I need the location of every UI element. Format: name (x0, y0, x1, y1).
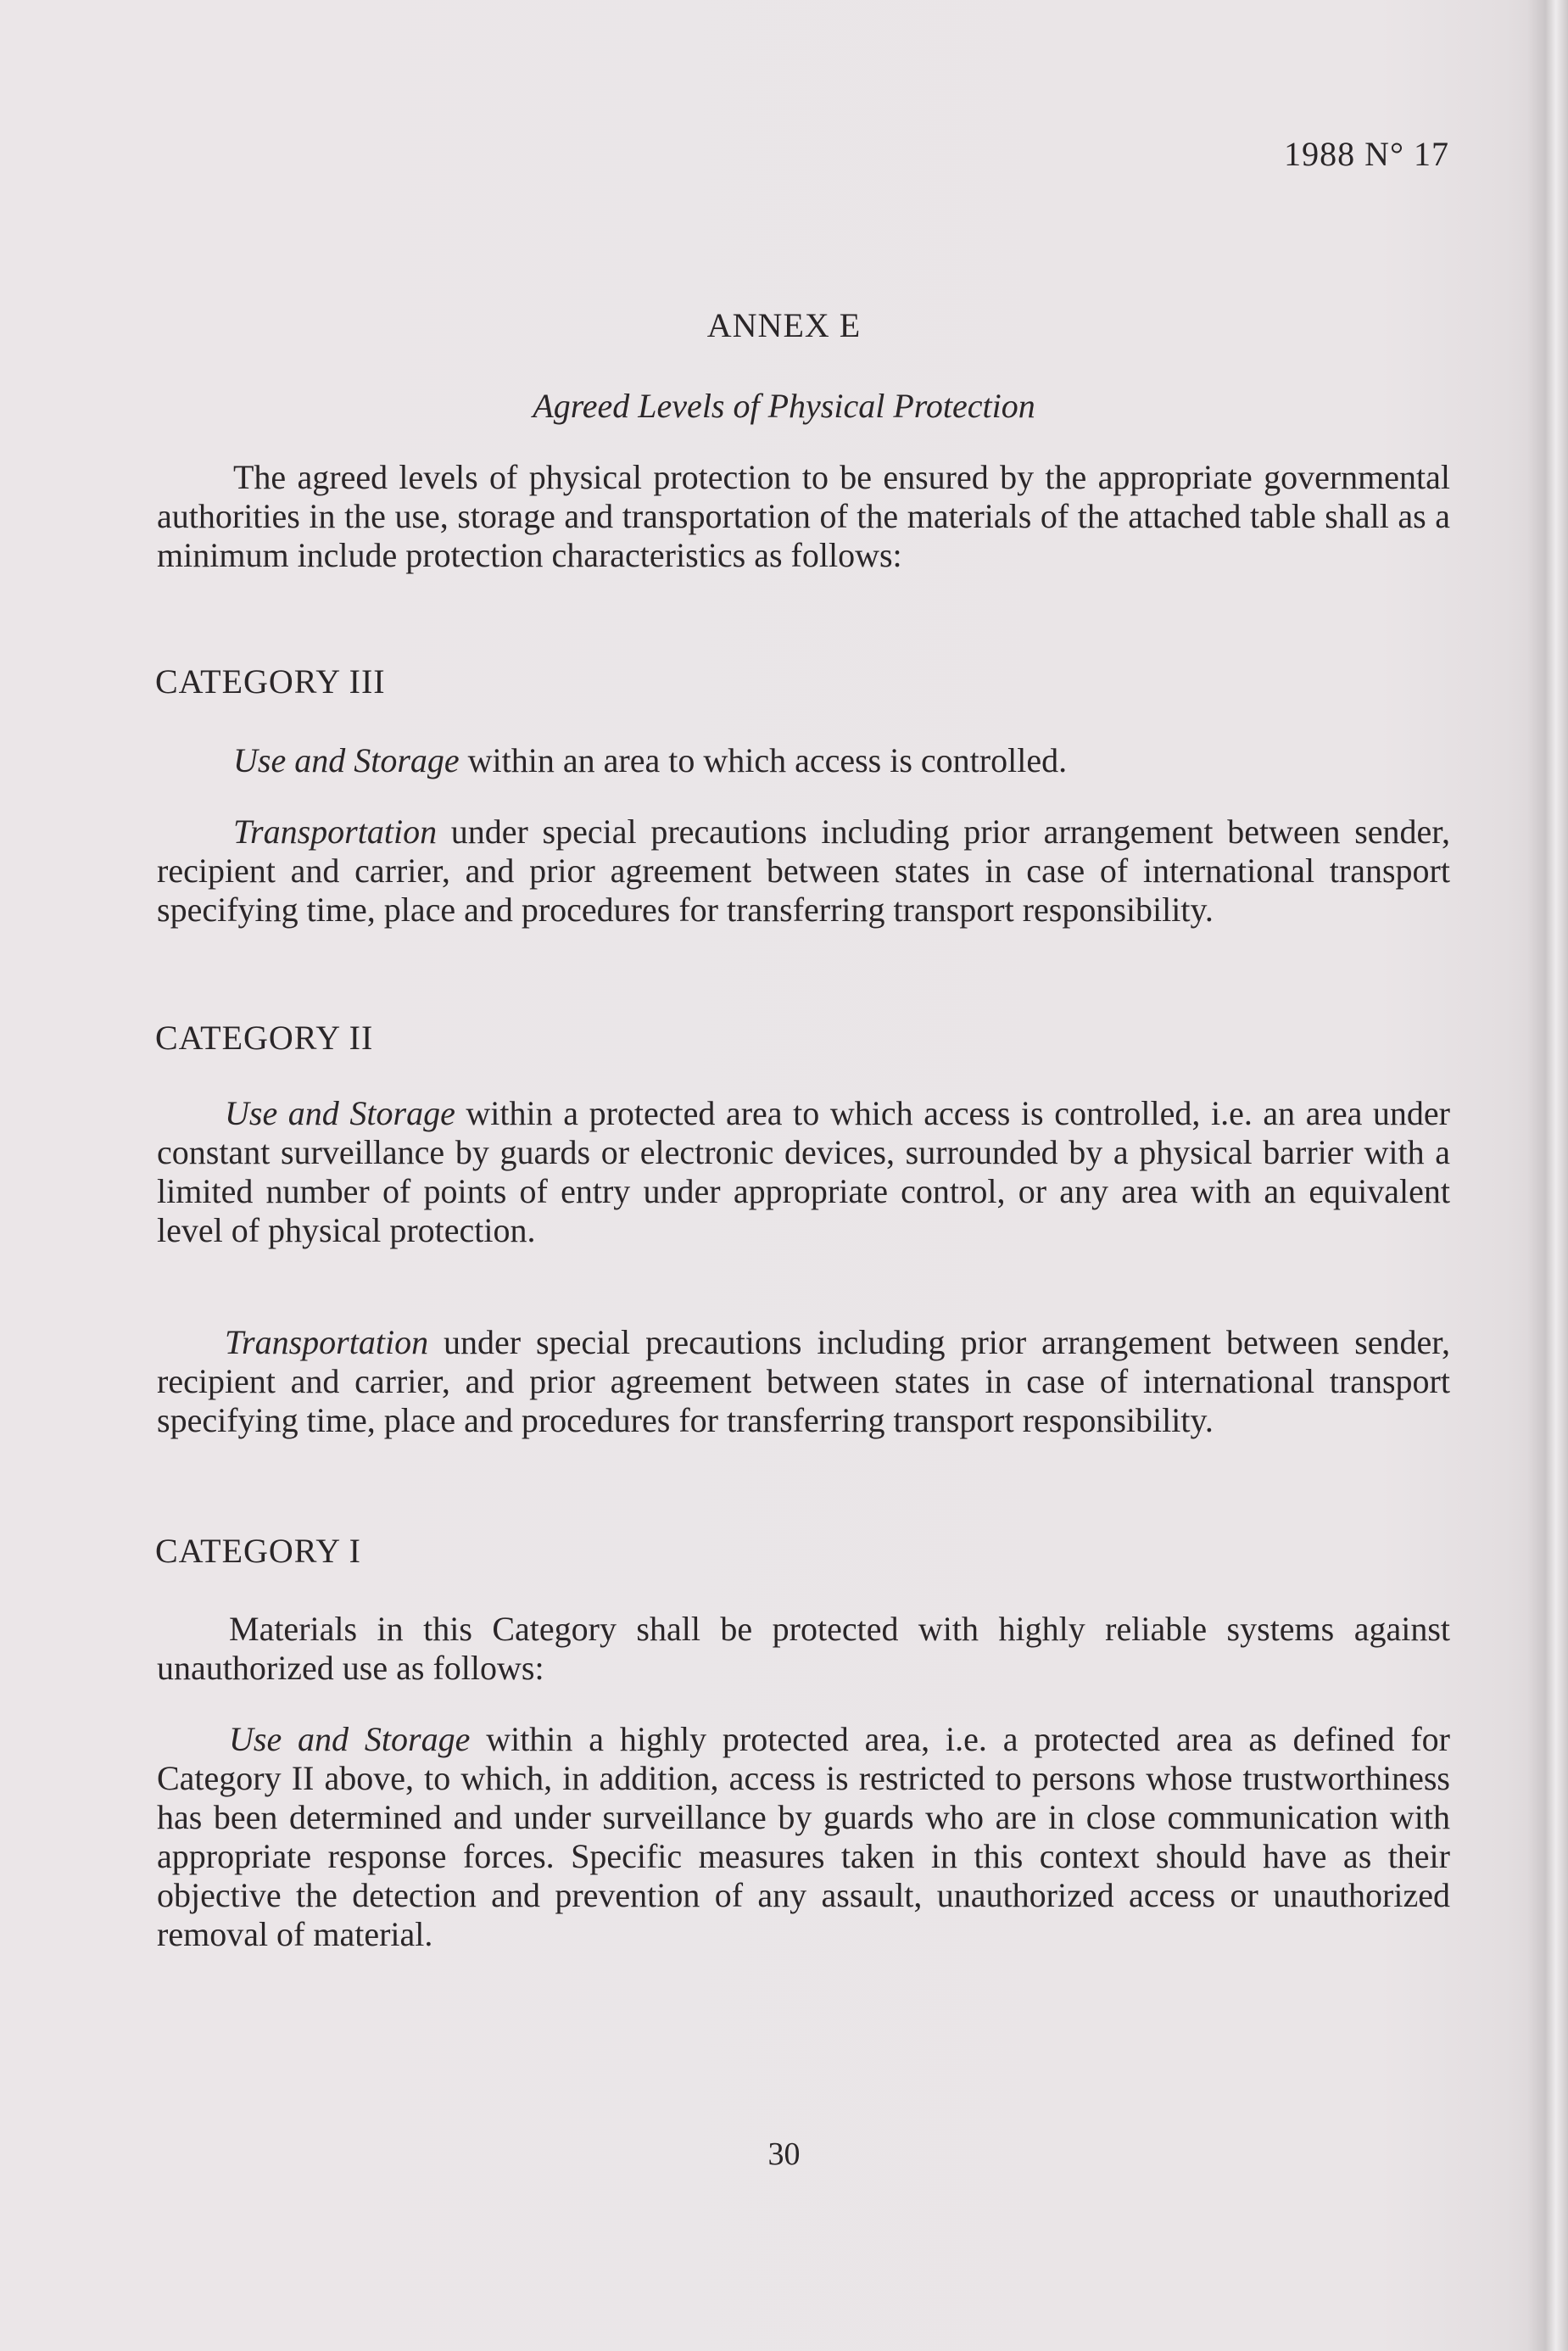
page-number: 30 (767, 2136, 801, 2172)
page-header-reference: 1988 N° 17 (1284, 135, 1449, 173)
category-iii-transport-paragraph (157, 813, 1450, 930)
category-iii-transport-lead: Transportation (233, 813, 438, 851)
category-ii-heading: CATEGORY II (155, 1019, 374, 1057)
category-iii-use-paragraph (157, 741, 1450, 780)
category-iii-transport-text: under special precautions including prior arrangement between sender, recipient and carrier, and prior agreement between states in case of international transport specifying time, place and procedures for transferring transport responsibility. (157, 813, 1450, 929)
intro-paragraph: The agreed levels of physical protection to be ensured by the appropriate governmental authorities in the use, storage and transportation of the materials of the attached table shall as a minimum include protection characteristics as follows: (157, 458, 1450, 574)
category-ii-use-text: within a protected area to which access is controlled, i.e. an area under constant surveillance by guards or electronic devices, surrounded by a physical barrier with a limited number of points of entry under appropriate control, or any area with an equivalent level of physical protection. (157, 1094, 1451, 1249)
category-iii-use-text: within an area to which access is controlled. (459, 741, 1068, 779)
category-iii-use-lead: Use and Storage (233, 741, 460, 779)
category-ii-use-lead: Use and Storage (225, 1094, 455, 1132)
page-binding-edge (1527, 0, 1568, 2351)
category-ii-transport-text: under special precautions including prior arrangement between sender, recipient and carrier, and prior agreement between states in case of international transport specifying time, place and procedures for transferring transport responsibility. (157, 1323, 1450, 1439)
category-ii-transport-paragraph (157, 1323, 1450, 1440)
category-iii-heading: CATEGORY III (155, 662, 386, 701)
annex-subtitle: Agreed Levels of Physical Protection (533, 387, 1035, 425)
annex-title: ANNEX E (706, 306, 862, 344)
category-i-use-text: within a highly protected area, i.e. a protected area as defined for Category II above, to which, in addition, access is restricted to persons whose trustworthiness has been determined and under surveillance by guards who are in close communication with appropriate response forces. Specific measures taken in this context should have as their objective the detection and prevention of any assault, unauthorized access or unauthorized removal of material. (157, 1720, 1451, 1953)
category-i-use-lead: Use and Storage (229, 1720, 471, 1758)
category-i-heading: CATEGORY I (155, 1532, 361, 1570)
category-i-intro-paragraph: Materials in this Category shall be protected with highly reliable systems against unauthorized use as follows: (157, 1610, 1450, 1687)
category-ii-transport-lead: Transportation (225, 1323, 429, 1361)
category-ii-use-paragraph (157, 1094, 1450, 1250)
category-i-use-paragraph (157, 1720, 1450, 1954)
